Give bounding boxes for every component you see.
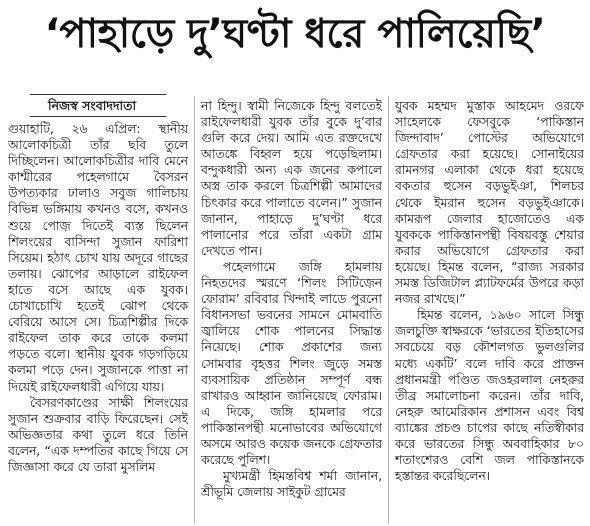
byline-bottom-rule <box>30 116 166 117</box>
column-divider <box>194 96 195 524</box>
byline-top-rule <box>30 94 166 95</box>
paragraph: হিমন্ত বলেন, ১৯৬০ সালে সিন্ধু জলচুক্তি স্বাক্ষরকে ‘ভারতের ইতিহাসের সবচেয়ে বড় কৌশলগত ভুলগুলির মধ্যে একটি’ বলে দাবি করে প্রাক্তন প্রধানমন্ত্রী পণ্ডিত জওহরলাল নেহরুর তীব্র সমালোচনা করেন। তাঁর দাবি, নেহরু আমেরিকান প্রশাসন এবং বিশ্ব ব্যাঙ্কের প্রচণ্ড চাপের কাছে নতিস্বীকার করে ভারতের সিন্ধু অববাহিকার ৮০ শতাংশেরও বেশি জল পাকিস্তানকে হস্তান্তর করেছিলেন। <box>395 308 584 484</box>
paragraph: গুয়াহাটি, ২৬ এপ্রিল: স্থানীয় আলোকচিত্রী তাঁর ছবি তুলে দিচ্ছিলেন। আলোকচিত্রীর দাবি মেনে কাশ্মীরের পহেলগামে বৈসরন উপত্যকার ঢালাও সবুজ গালিচায় বিভিন্ন ভঙ্গিমায় কখনও বসে, কখনও শুয়ে পোজ় দিতেই ব্যস্ত ছিলেন শিলংয়ের বাসিন্দা সুজান ফারিশা সিয়েম। হঠাৎ চোখ যায় অদূরে গাছের তলায়। ঝোপের আড়ালে রাইফেল হাতে বসে আছে এক যুবক। চোখাচোখি হতেই ঝোপ থেকে বেরিয়ে আসে সে। চিত্রশিল্পীর দিকে রাইফেল তাক করে তাকে কলমা পড়তে বলে। স্থানীয় যুবক গড়গড়িয়ে কলমা পড়ে দেন। সুজানকে পাত্তা না দিয়েই রাইফেলধারী এগিয়ে যায়। <box>8 122 188 394</box>
article-column-3 <box>395 98 584 503</box>
paragraph: পহেলগামে জঙ্গি হামলায় নিহতদের স্মরণে ‘শিলং সিটিজ়েন ফোরাম’ রবিবার খিন্দাই লাডে পুরনো বিধানসভা ভবনের সামনে মোমবাতি জ্বালিয়ে শোক পালনের সিদ্ধান্ত নিয়েছে। শোক প্রকাশের জন্য সোমবার বৃহত্তর শিলং জুড়ে সমস্ত ব্যবসায়িক প্রতিষ্ঠান সম্পূর্ণ বন্ধ রাখারও আহ্বান জানিয়েছে ফোরাম। এ দিকে, জঙ্গি হামলার পরে পাকিস্তানপন্থী মনোভাবের অভিযোগে অসমে আরও কয়েক জনকে গ্রেফতার করেছে পুলিশ। <box>201 259 382 468</box>
article-column-1 <box>8 121 188 526</box>
byline: নিজস্ব সংবাদদাতা <box>48 98 137 113</box>
headline: ‘পাহাড়ে দু’ঘণ্টা ধরে পালিয়েছি’ <box>44 11 546 57</box>
paragraph: যুবক মহম্মদ মুস্তাক আহমেদ ওরফে সাহেলকে ফেসবুকে ‘পাকিস্তান জিন্দাবাদ’ পোস্টের অভিযোগে গ্রেফতার করা হয়েছে। সোনাইয়ের রামনগর এলাকা থেকে ধরা হয়েছে বকতার হুসেন বড়ভুইঞা, শিলচর থেকে ইমরান হুসেন বড়ভুইঞাকে। কামরূপ জেলার হাজোতেও এক যুবককে পাকিস্তানপন্থী বিষয়বস্তু শেয়ার করার অভিযোগে গ্রেফতার করা হয়েছে। হিমন্ত বলেন, “রাজ্য সরকার সমস্ত ডিজিটাল প্ল্যাটফর্মের উপরে কড়া নজর রাখছে।” <box>395 99 584 307</box>
paragraph: না হিন্দু। স্বামী নিজেকে হিন্দু বলতেই রাইফেলধারী যুবক তাঁর বুকে দু’বার গুলি করে দেয়। আমি এত রক্তদেখে আতঙ্কে বিহ্বল হয়ে পড়েছিলাম। বন্দুকধারী অন্য এক জনের কপালে অস্ত্র তাক করলে চিত্রশিল্পী আমাদের চিৎকার করে পালাতে বলেন।” সুজান জানান, পাহাড়ে দু’ঘণ্টা ধরে পালানোর পরে তাঁরা একটা গ্রাম দেখতে পান। <box>201 99 382 258</box>
column-divider <box>388 96 389 524</box>
paragraph: মুখ্যমন্ত্রী হিমন্তবিশ্ব শর্মা জানান, শ্রীভূমি জেলায় সাইকুট গ্রামের <box>201 469 382 500</box>
article-column-2 <box>201 98 382 503</box>
paragraph: বৈসরণকাণ্ডের সাক্ষী শিলংয়ের সুজান শুক্রবার বাড়ি ফিরেছেন। সেই অভিজ্ঞতার কথা তুলে ধরে তিনি বলেন, “এক দম্পতির কাছে গিয়ে সে জিজ্ঞাসা করে যে তারা মুসলিম <box>8 395 188 474</box>
